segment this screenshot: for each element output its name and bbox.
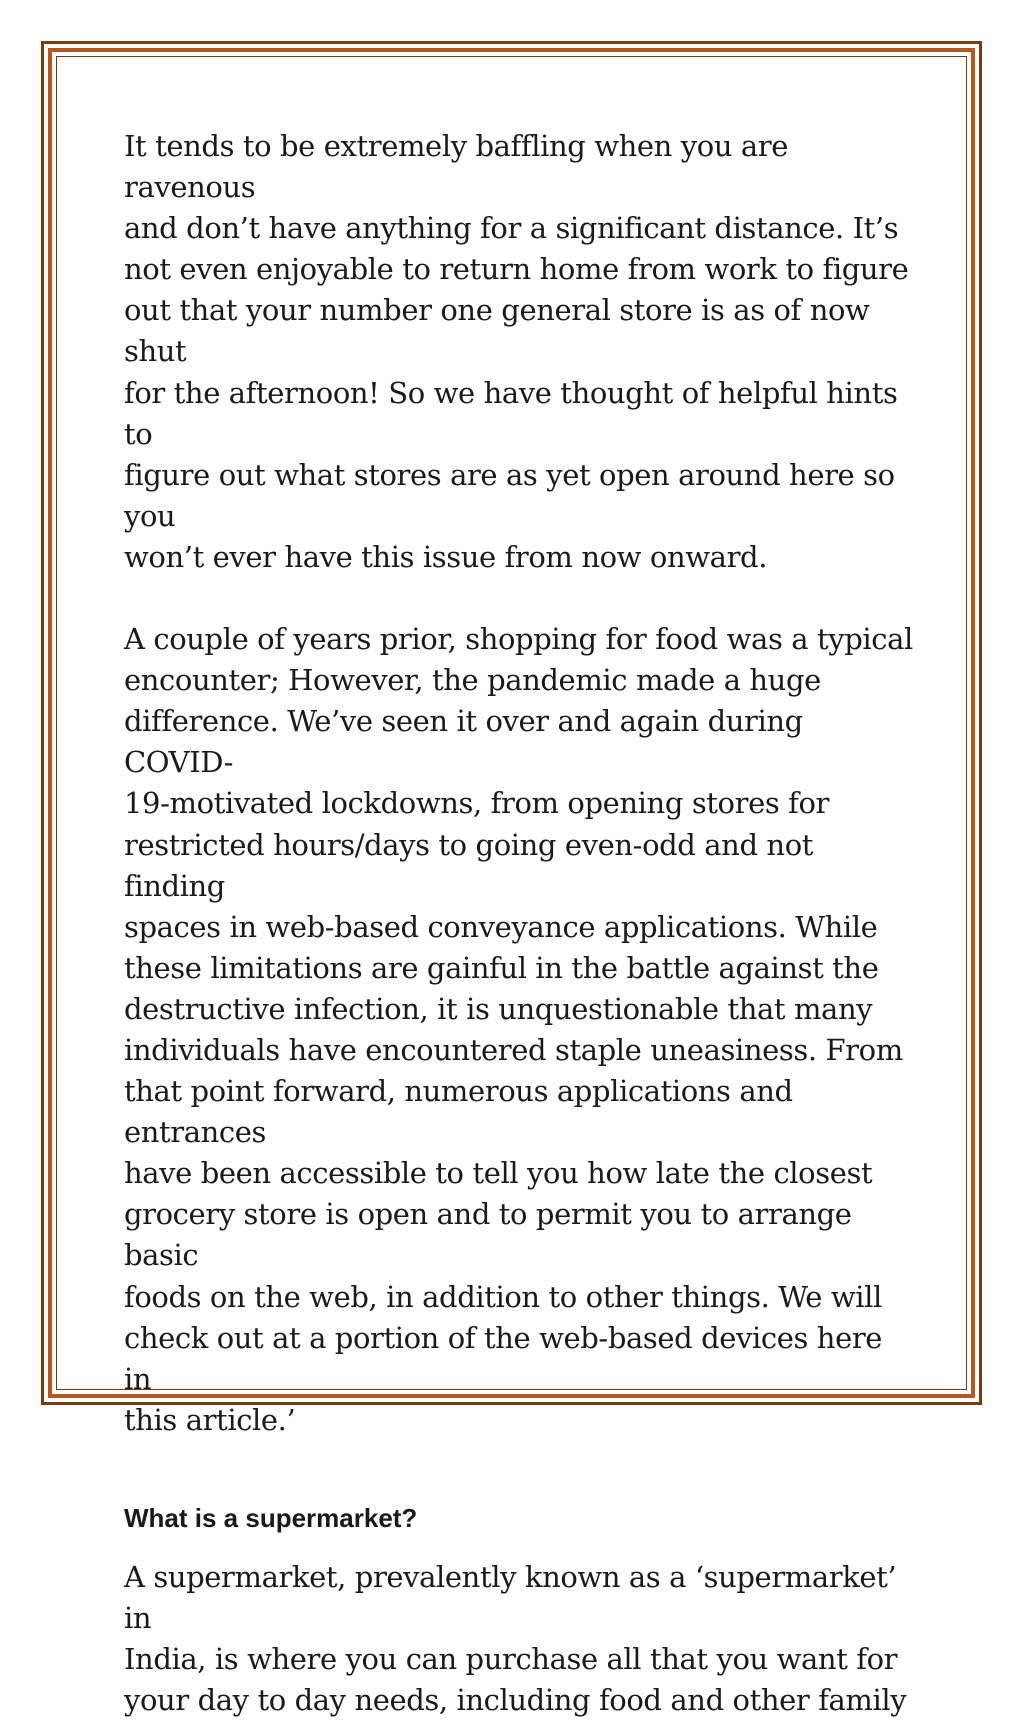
- section-heading: What is a supermarket?: [124, 1502, 418, 1533]
- article-paragraph-3: A supermarket, prevalently known as a ‘supermarket’ in India, is where you can purchase all that you want for your day to day needs, including food and other family: [124, 1559, 907, 1718]
- article-body: [124, 126, 914, 1721]
- article-paragraph-1: It tends to be extremely baffling when you are ravenous and don’t have anything for a significant distance. It’s not even enjoyable to return home from work to figure out that your number one general store is as of now shut for the afternoon! So we have thought of helpful hints to figure out what stores are as yet open around here so you won’t ever have this issue from now onward.: [124, 129, 909, 574]
- article-paragraph-2: A couple of years prior, shopping for food was a typical encounter; However, the pandemic made a huge difference. We’ve seen it over and again during COVID- 19-motivated lockdowns, from opening stores for restricted hours/days to going even-odd and not finding spaces in web-based conveyance applications. While these limitations are gainful in the battle against the destructive infection, it is unquestionable that many individuals have encountered staple uneasiness. From that point forward, numerous applications and entrances have been accessible to tell you how late the closest grocery store is open and to permit you to arrange basic foods on the web, in addition to other things. We will check out at a portion of the web-based devices here in this article.’: [124, 622, 913, 1437]
